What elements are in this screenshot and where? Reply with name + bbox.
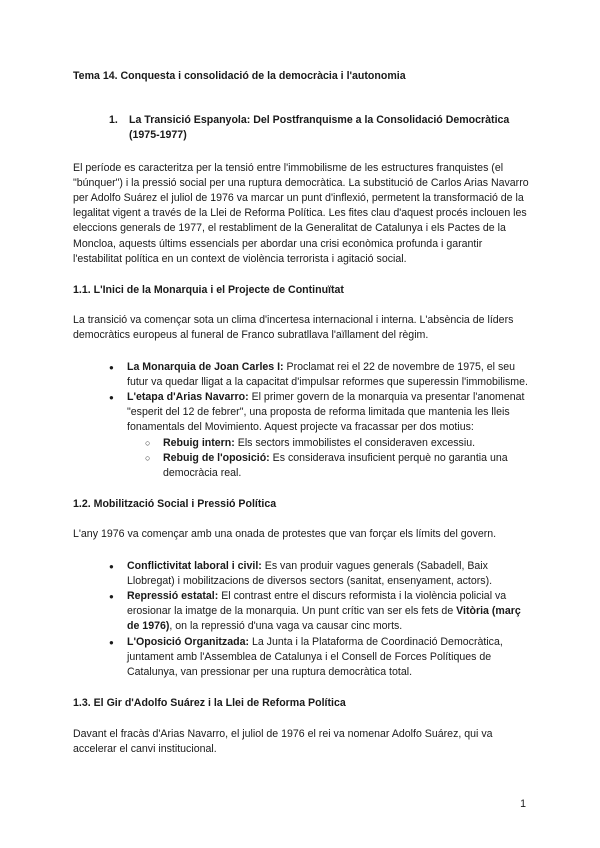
document-page [73, 69, 533, 773]
subsection-1-2-paragraph: L'any 1976 va començar amb una onada de protestes que van forçar els límits del govern. [73, 528, 497, 541]
page-number: 1 [520, 798, 526, 810]
item-text: El contrast entre el discurs reformista i la violència policial va erosionar la imatge de la monarquia. Un punt crític van ser els fets de [127, 590, 507, 618]
document-title: Tema 14. Conquesta i consolidació de la democràcia i l'autonomia [73, 70, 406, 82]
subsection-1-2-list [73, 559, 533, 681]
subsection-1-1-list [73, 360, 533, 482]
subsection-1-1-heading: 1.1. L'Inici de la Monarquia i el Projecte de Continuïtat [73, 284, 344, 297]
item-text: Els sectors immobilistes el consideraven excessiu. [234, 436, 476, 449]
section-title-text: La Transició Espanyola: Del Postfranquisme a la Consolidació Democràtica (1975-1977) [129, 114, 510, 142]
sub-list-item [145, 451, 533, 481]
section-1-title [109, 113, 533, 143]
item-text: Proclamat rei el 22 de novembre de 1975, el seu futur va quedar lligat a la capacitat d'impulsar reformes que superessin l'immobilisme. [127, 360, 528, 388]
subsection-1-2-heading: 1.2. Mobilització Social i Pressió Política [73, 498, 277, 511]
intro-paragraph: El període es caracteritza per la tensió entre l'immobilisme de les estructures franquistes (el "búnquer") i la pressió social per una ruptura democràtica. La substitució de Carlos Arias Navarro per Adolfo Suárez el juliol de 1976 va marcar un punt d'inflexió, permetent la transformació de la legalitat vigent a través de la Llei de Reforma Política. Les fites clau d'aquest procés inclouen les eleccions generals de 1977, el restabliment de la Generalitat de Catalunya i els Pactes de la Moncloa, aquests últims essencials per abordar una crisi econòmica profunda i garantir l'estabilitat política en un context de violència terrorista i agitació social. [73, 161, 529, 265]
item-label: Repressió estatal: [127, 590, 219, 603]
item-label: Conflictivitat laboral i civil: [127, 559, 262, 572]
list-item [109, 360, 533, 390]
item-label: L'etapa d'Arias Navarro: [127, 391, 249, 404]
subsection-1-1-paragraph: La transició va començar sota un clima d'incertesa internacional i interna. L'absència de líders democràtics europeus al funeral de Franco subratllava l'aïllament del règim. [73, 314, 514, 342]
item-text: La Junta i la Plataforma de Coordinació Democràtica, juntament amb l'Assemblea de Catalunya i el Consell de Forces Polítiques de Catalunya, van pressionar per una ruptura democràtica total. [127, 635, 503, 679]
item-text: Es considerava insuficient perquè no garantia una democràcia real. [163, 451, 508, 480]
item-text: Es van produir vagues generals (Sabadell, Baix Llobregat) i mobilitzacions de diversos sectors (sanitat, ensenyament, actors). [127, 559, 493, 587]
item-label: Rebuig de l'oposició: [163, 451, 270, 464]
subsection-1-3-paragraph: Davant el fracàs d'Arias Navarro, el juliol de 1976 el rei va nomenar Adolfo Suárez, qui va accelerar el canvi institucional. [73, 727, 493, 755]
list-item [109, 635, 533, 681]
section-number: 1. [109, 114, 118, 127]
item-label: La Monarquia de Joan Carles I: [127, 360, 284, 373]
item-label: Rebuig intern: [163, 436, 235, 449]
item-label: L'Oposició Organitzada: [127, 635, 250, 648]
list-item [109, 559, 533, 589]
sub-list-item [145, 436, 533, 451]
item-text: , on la repressió d'una vaga va causar cinc morts. [169, 620, 403, 633]
sub-list [127, 436, 533, 482]
list-item [109, 390, 533, 481]
item-text: El primer govern de la monarquia va presentar l'anomenat "esperit del 12 de febrer", una proposta de reforma limitada que mantenia les lleis fonamentals del Movimiento. Aquest projecte va fracassar per dos motius: [127, 391, 525, 434]
list-item [109, 589, 533, 635]
subsection-1-3-heading: 1.3. El Gir d'Adolfo Suárez i la Llei de Reforma Política [73, 697, 346, 710]
item-bold-text: Vitòria (març de 1976) [127, 605, 521, 633]
